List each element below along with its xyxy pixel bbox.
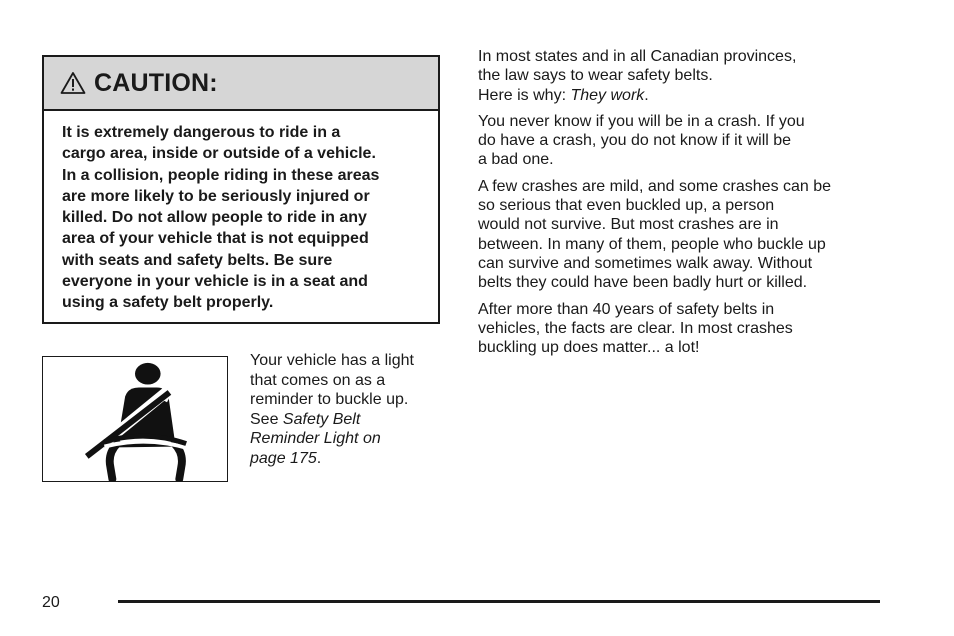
cross-reference-page[interactable]: page 175 — [250, 449, 317, 467]
caution-box — [42, 55, 440, 324]
reminder-text — [250, 351, 445, 469]
reminder-line — [250, 429, 445, 449]
cross-reference-link[interactable]: Safety Belt — [282, 410, 361, 428]
text-line: so serious that even buckled up, a person — [478, 197, 775, 215]
caution-line: It is extremely dangerous to ride in a — [62, 124, 341, 141]
text-line: the law says to wear safety belts. — [478, 67, 713, 85]
text-line: between. In many of them, people who buckle up — [478, 235, 826, 253]
text-line: do have a crash, you do not know if it will be — [478, 132, 792, 150]
caution-text — [44, 111, 438, 314]
caution-line: killed. Do not allow people to ride in any — [62, 209, 367, 227]
caution-header — [44, 57, 438, 111]
text-line: buckling up does matter... a lot! — [478, 339, 700, 357]
reminder-line: that comes on as a — [250, 371, 386, 389]
text-line: can survive and sometimes walk away. Without — [478, 254, 813, 272]
paragraph-crash — [478, 112, 888, 170]
cross-reference-link[interactable]: Reminder Light on — [250, 430, 381, 448]
paragraph-facts — [478, 300, 888, 358]
footer-rule — [118, 600, 880, 603]
warning-triangle-icon — [60, 71, 86, 95]
text-line: vehicles, the facts are clear. In most crashes — [478, 319, 793, 337]
period: . — [316, 449, 322, 467]
paragraph-law — [478, 47, 888, 105]
caution-line: area of your vehicle that is not equipped — [62, 230, 369, 248]
caution-line: everyone in your vehicle is in a seat and — [62, 273, 368, 291]
text-line: In most states and in all Canadian provinces, — [478, 48, 797, 65]
paragraph-mild — [478, 177, 888, 293]
belt-reminder-figure — [42, 356, 228, 482]
text-line: A few crashes are mild, and some crashes can be — [478, 177, 832, 195]
caution-line: In a collision, people riding in these areas — [62, 166, 380, 184]
reminder-line — [250, 410, 445, 430]
reminder-line — [250, 449, 445, 469]
caution-line: using a safety belt properly. — [62, 294, 274, 312]
safety-belt-reminder-icon — [43, 357, 227, 481]
caution-line: cargo area, inside or outside of a vehicle. — [62, 145, 376, 163]
text-line: After more than 40 years of safety belts in — [478, 300, 775, 318]
reminder-line: reminder to buckle up. — [250, 391, 409, 409]
right-column — [478, 47, 888, 364]
text-line: a bad one. — [478, 151, 554, 169]
text-line: Here is why: — [478, 86, 571, 104]
period: . — [644, 86, 649, 104]
emphasis-text: They work — [570, 86, 645, 104]
page-number: 20 — [42, 594, 60, 611]
see-text: See — [250, 410, 283, 428]
reminder-line: Your vehicle has a light — [250, 352, 414, 369]
caution-line: are more likely to be seriously injured or — [62, 187, 370, 205]
caution-line: with seats and safety belts. Be sure — [62, 251, 333, 269]
caution-title: CAUTION: — [94, 68, 218, 97]
text-line: belts they could have been badly hurt or killed. — [478, 274, 808, 292]
text-line: You never know if you will be in a crash. If you — [478, 112, 805, 130]
text-line: would not survive. But most crashes are in — [478, 216, 779, 234]
